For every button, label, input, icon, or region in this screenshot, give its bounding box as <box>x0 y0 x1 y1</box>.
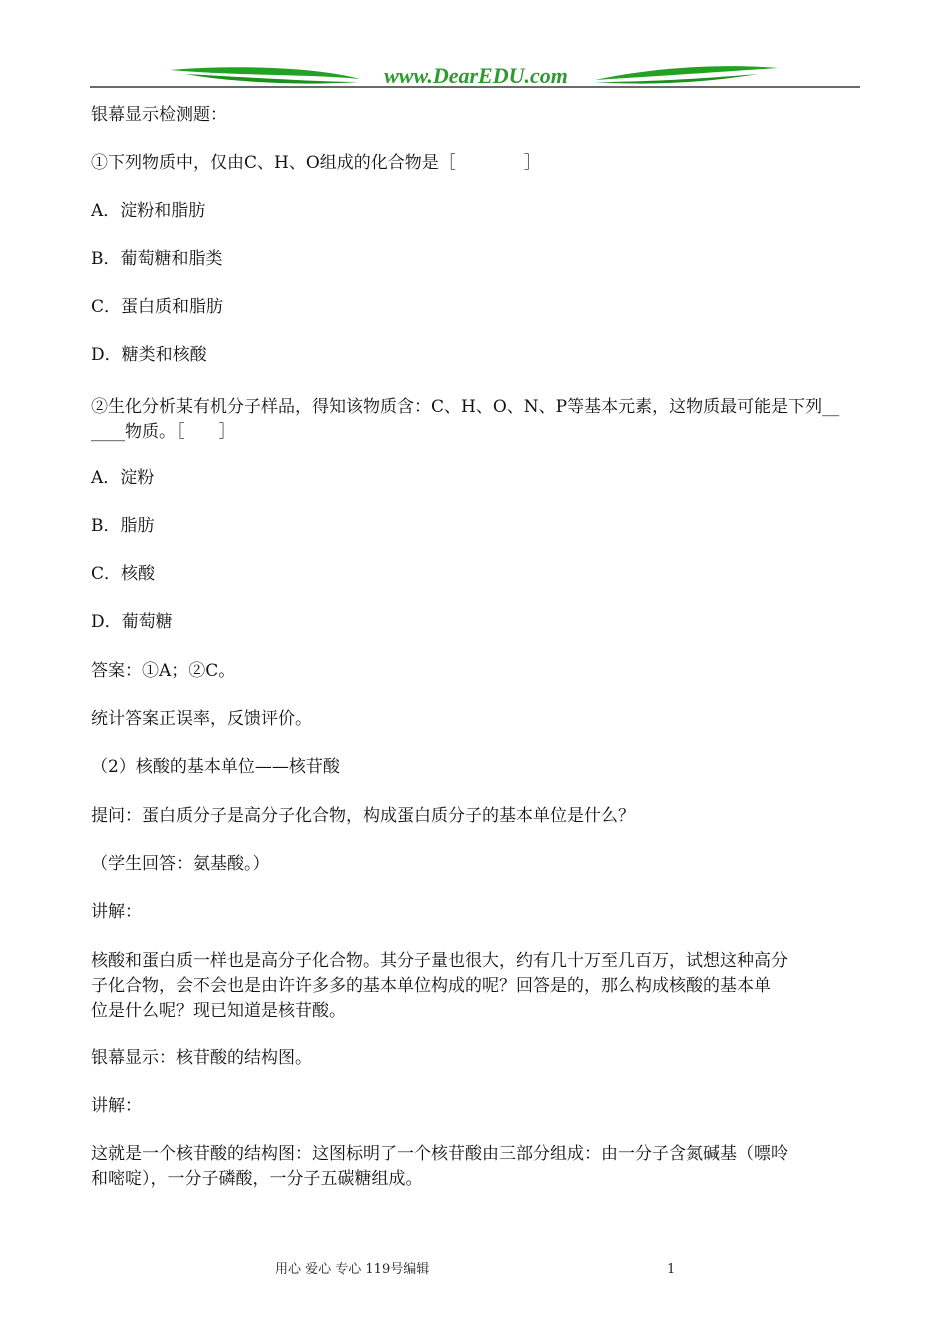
question-line: 提问：蛋白质分子是高分子化合物，构成蛋白质分子的基本单位是什么？ <box>91 806 635 826</box>
text-line: 讲解： <box>91 1096 142 1116</box>
right-swoosh <box>595 66 778 80</box>
paragraph-line: 位是什么呢？现已知道是核苷酸。 <box>91 1001 346 1021</box>
section-heading: （2）核酸的基本单位——核苷酸 <box>91 757 340 777</box>
text-line: 银幕显示检测题： <box>91 105 227 125</box>
text-line: 统计答案正误率，反馈评价。 <box>91 709 312 729</box>
text-line: 银幕显示：核苷酸的结构图。 <box>91 1048 312 1068</box>
dearedu-logo <box>90 56 860 90</box>
paragraph-line: 和嘧啶），一分子磷酸，一分子五碳糖组成。 <box>91 1169 423 1189</box>
paragraph-line: 子化合物，会不会也是由许许多多的基本单位构成的呢？回答是的，那么构成核酸的基本单 <box>91 976 771 996</box>
student-answer: （学生回答：氨基酸。） <box>91 854 270 874</box>
question-1: ①下列物质中，仅由C、H、O组成的化合物是［ ］ <box>91 153 541 173</box>
option-c: C．蛋白质和脂肪 <box>91 297 224 317</box>
header-banner <box>90 56 860 90</box>
option-a: A．淀粉 <box>91 468 155 488</box>
logo-text: www.DearEDU.com <box>384 63 568 88</box>
option-a: A．淀粉和脂肪 <box>91 201 206 221</box>
paragraph-line: 核酸和蛋白质一样也是高分子化合物。其分子量也很大，约有几十万至几百万，试想这种高分 <box>91 951 788 971</box>
question-2: ②生化分析某有机分子样品，得知该物质含：C、H、O、N、P等基本元素，这物质最可能是下列__ <box>91 397 840 417</box>
answer-line: 答案：①A；②C。 <box>91 661 236 681</box>
left-swoosh <box>170 67 360 79</box>
option-c: C．核酸 <box>91 564 156 584</box>
option-b: B．葡萄糖和脂类 <box>91 249 223 269</box>
option-d: D．葡萄糖 <box>91 612 173 632</box>
option-d: D．糖类和核酸 <box>91 345 207 365</box>
text-line: 讲解： <box>91 902 142 922</box>
question-2-cont: ____物质。［ ］ <box>91 422 236 442</box>
footer-text: 用心 爱心 专心 119号编辑 <box>275 1262 430 1277</box>
option-b: B．脂肪 <box>91 516 155 536</box>
paragraph-line: 这就是一个核苷酸的结构图：这图标明了一个核苷酸由三部分组成：由一分子含氮碱基（嘌呤 <box>91 1144 788 1164</box>
page-number: 1 <box>667 1262 676 1277</box>
